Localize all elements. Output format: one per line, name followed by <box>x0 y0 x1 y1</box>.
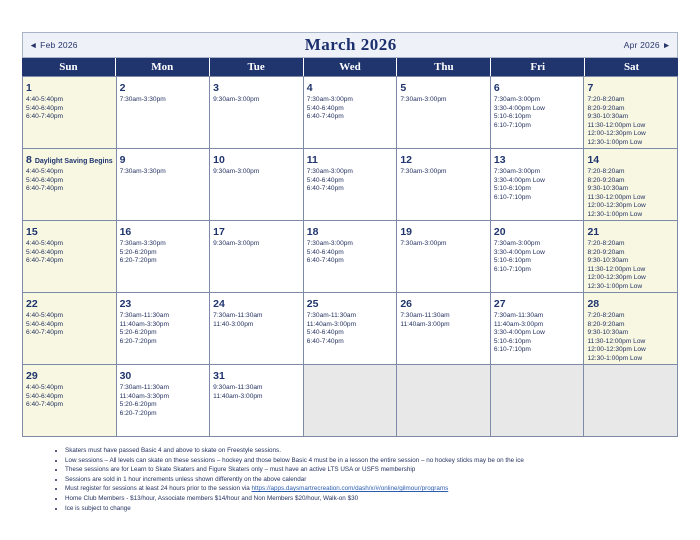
event-list <box>213 96 301 105</box>
day-cell[interactable] <box>584 77 678 149</box>
event-item[interactable]: 8:20-9:20am <box>587 248 625 256</box>
day-cell[interactable] <box>491 149 585 221</box>
event-item[interactable]: 9:30am-3:00pm <box>213 96 260 103</box>
event-item[interactable]: 6:40-7:40pm <box>306 257 344 265</box>
event-item[interactable]: 8:20-9:20am <box>587 104 625 112</box>
day-cell[interactable] <box>23 149 117 221</box>
event-list <box>120 384 208 418</box>
day-cell[interactable] <box>491 293 585 365</box>
day-cell[interactable] <box>23 77 117 149</box>
day-cell[interactable] <box>304 149 398 221</box>
day-number: 17 <box>213 226 225 238</box>
day-cell[interactable] <box>210 149 304 221</box>
event-item[interactable]: 7:30am-3:00pm <box>493 96 541 103</box>
day-cell[interactable] <box>304 77 398 149</box>
day-cell[interactable] <box>210 221 304 293</box>
day-number: 18 <box>306 226 319 238</box>
weekday-wed: Wed <box>304 58 398 76</box>
day-header <box>494 78 582 96</box>
event-item[interactable]: 12:30-1:00pm Low <box>587 210 643 218</box>
day-header <box>400 294 488 312</box>
event-item[interactable]: 7:30am-11:30am <box>493 312 544 319</box>
day-number: 21 <box>587 226 600 238</box>
day-header <box>587 150 675 168</box>
day-number: 8 <box>26 154 32 166</box>
note-item: • Home Club Members - $13/hour, Associate members $14/hour and Non Members $20/hour, Walk-on $30 <box>65 494 678 504</box>
event-item[interactable]: 4:40-5:40pm <box>26 384 64 391</box>
day-header <box>307 294 395 312</box>
day-header <box>120 222 208 240</box>
day-cell[interactable] <box>117 149 211 221</box>
event-item[interactable]: 7:20-8:20am <box>587 168 625 175</box>
event-item[interactable]: 7:30am-3:00pm <box>400 240 447 247</box>
day-cell[interactable] <box>397 293 491 365</box>
event-list <box>120 96 208 105</box>
next-month-button[interactable]: Apr 2026 ► <box>623 40 671 50</box>
event-item[interactable]: 9:30am-3:00pm <box>213 168 260 175</box>
event-item[interactable]: 4:40-5:40pm <box>26 96 64 103</box>
day-number: 26 <box>400 298 412 310</box>
day-cell[interactable] <box>117 293 211 365</box>
event-item[interactable]: 6:10-7:10pm <box>493 193 531 201</box>
day-number: 16 <box>119 226 132 238</box>
day-header <box>120 150 208 168</box>
event-item[interactable]: 7:30am-3:00pm <box>400 168 447 175</box>
note-item: • These sessions are for Learn to Skate Skaters and Figure Skaters only – must have an active LTS USA or USFS membership <box>65 465 678 475</box>
event-item[interactable]: 7:30am-3:00pm <box>306 168 353 175</box>
event-item[interactable]: 7:30am-3:30pm <box>119 96 166 103</box>
day-cell-empty <box>397 365 491 437</box>
event-list <box>587 312 675 364</box>
event-item[interactable]: 7:30am-11:30am <box>119 312 169 319</box>
event-item[interactable]: 11:30-12:00pm Low <box>587 121 646 129</box>
event-item[interactable]: 6:20-7:20pm <box>119 337 157 345</box>
day-cell[interactable] <box>210 293 304 365</box>
event-item[interactable]: 7:30am-3:00pm <box>493 168 541 175</box>
event-item[interactable]: 11:30-12:00pm Low <box>587 193 646 201</box>
day-header <box>213 294 301 312</box>
event-item[interactable]: 5:40-6:40pm <box>26 104 64 112</box>
event-item[interactable]: 5:40-6:40pm <box>306 329 344 337</box>
event-list <box>587 168 675 220</box>
event-list <box>120 312 208 346</box>
registration-link[interactable]: https://apps.daysmartrecreation.com/dash/x/#/online/gilmour/programs <box>251 485 449 493</box>
event-item[interactable]: 12:00-12:30pm Low <box>587 274 646 282</box>
day-header <box>26 366 114 384</box>
day-number: 30 <box>119 370 132 382</box>
day-header <box>307 222 395 240</box>
day-cell[interactable] <box>23 293 117 365</box>
day-header <box>494 222 582 240</box>
weekday-header-row <box>22 58 678 76</box>
day-header <box>494 150 582 168</box>
event-item[interactable]: 8:20-9:20am <box>587 176 625 184</box>
day-cell[interactable] <box>584 149 678 221</box>
event-item[interactable]: 5:40-6:40pm <box>26 248 64 256</box>
event-list <box>213 384 301 401</box>
event-list <box>494 96 582 130</box>
day-cell[interactable] <box>210 365 304 437</box>
event-item[interactable]: 7:30am-3:30pm <box>119 240 166 247</box>
event-list <box>400 312 488 329</box>
calendar-week-row <box>23 293 678 365</box>
notes-list <box>56 446 678 513</box>
event-item[interactable]: 6:40-7:40pm <box>306 185 344 193</box>
event-item[interactable]: 5:10-6:10pm <box>493 257 531 265</box>
event-item[interactable]: 12:30-1:00pm Low <box>587 354 643 362</box>
day-header <box>26 78 114 96</box>
day-number: 1 <box>26 82 32 94</box>
event-item[interactable]: 5:40-6:40pm <box>306 248 344 256</box>
note-item: • Must register for sessions at least 24 hours prior to the session via https://apps.daysmartrecreation.com/dash/x/#/online/gilmour/programs <box>65 484 678 494</box>
event-list <box>213 312 301 329</box>
event-item[interactable]: 6:40-7:40pm <box>26 257 64 265</box>
event-item[interactable]: 3:30-4:00pm Low <box>493 176 545 184</box>
event-list <box>587 240 675 292</box>
page-title: March 2026 <box>304 35 397 54</box>
event-item[interactable]: 11:40am-3:00pm <box>306 320 357 328</box>
event-list <box>400 240 488 249</box>
day-number: 19 <box>400 226 412 238</box>
note-item: • Skaters must have passed Basic 4 and above to skate on Freestyle sessions. <box>65 446 678 456</box>
event-item[interactable]: 3:30-4:00pm Low <box>493 104 545 112</box>
event-item[interactable]: 6:20-7:20pm <box>119 257 157 265</box>
day-number: 5 <box>400 82 407 94</box>
event-item[interactable]: 7:30am-11:30am <box>400 312 450 319</box>
day-number: 15 <box>26 226 38 238</box>
day-number: 9 <box>119 154 126 166</box>
day-number: 13 <box>493 154 506 166</box>
event-list <box>494 168 582 202</box>
day-header <box>587 222 675 240</box>
event-item[interactable]: 5:40-6:40pm <box>306 104 344 112</box>
event-item[interactable]: 6:40-7:40pm <box>26 401 64 409</box>
day-header <box>400 150 488 168</box>
event-list <box>400 96 488 105</box>
event-item[interactable]: 9:30-10:30am <box>587 185 629 193</box>
day-cell[interactable] <box>397 77 491 149</box>
event-list <box>307 312 395 346</box>
event-item[interactable]: 12:30-1:00pm Low <box>587 282 643 290</box>
event-item[interactable]: 3:30-4:00pm Low <box>493 329 545 337</box>
event-item[interactable]: 6:40-7:40pm <box>26 329 64 337</box>
day-number: 6 <box>493 82 500 94</box>
event-item[interactable]: 4:40-5:40pm <box>26 312 64 319</box>
day-number: 25 <box>306 298 319 310</box>
event-item[interactable]: 6:40-7:40pm <box>26 185 64 193</box>
event-item[interactable]: 5:10-6:10pm <box>493 337 531 345</box>
event-item[interactable]: 11:40-3:00pm <box>213 320 254 328</box>
event-item[interactable]: 7:20-8:20am <box>587 96 625 103</box>
day-header <box>213 78 301 96</box>
event-list <box>213 168 301 177</box>
event-list <box>307 168 395 194</box>
day-cell[interactable] <box>304 293 398 365</box>
day-number: 2 <box>119 82 126 94</box>
day-number: 14 <box>587 154 600 166</box>
weekday-tue: Tue <box>210 58 304 76</box>
day-number: 28 <box>587 298 600 310</box>
calendar-week-row <box>23 149 678 221</box>
event-item[interactable]: 7:30am-3:00pm <box>400 96 447 103</box>
event-item[interactable]: 9:30am-11:30am <box>213 384 263 391</box>
event-item[interactable]: 12:00-12:30pm Low <box>587 346 646 354</box>
event-item[interactable]: 9:30-10:30am <box>587 329 629 337</box>
day-number: 29 <box>26 370 38 382</box>
day-cell-empty <box>584 365 678 437</box>
event-list <box>587 96 675 148</box>
event-item[interactable]: 5:10-6:10pm <box>493 113 531 121</box>
event-item[interactable]: 12:30-1:00pm Low <box>587 138 643 146</box>
day-cell[interactable] <box>210 77 304 149</box>
event-item[interactable]: 5:40-6:40pm <box>26 392 64 400</box>
event-item[interactable]: 7:30am-3:00pm <box>306 240 353 247</box>
day-header <box>213 150 301 168</box>
event-item[interactable]: 6:40-7:40pm <box>306 113 344 121</box>
day-header <box>26 294 114 312</box>
event-item[interactable]: 5:40-6:40pm <box>26 320 64 328</box>
event-item[interactable]: 7:30am-3:00pm <box>306 96 353 103</box>
calendar-grid <box>22 76 678 437</box>
day-number: 31 <box>213 370 225 382</box>
day-header <box>400 222 488 240</box>
day-special-label: Daylight Saving Begins <box>34 158 113 165</box>
event-list <box>307 96 395 122</box>
event-item[interactable]: 7:20-8:20am <box>587 312 625 319</box>
event-item[interactable]: 5:20-6:20pm <box>119 401 157 409</box>
weekday-mon: Mon <box>116 58 210 76</box>
calendar-week-row <box>23 221 678 293</box>
event-list <box>400 168 488 177</box>
day-header <box>213 366 301 384</box>
event-item[interactable]: 5:40-6:40pm <box>306 176 344 184</box>
day-cell[interactable] <box>117 77 211 149</box>
event-item[interactable]: 5:20-6:20pm <box>119 329 157 337</box>
day-number: 24 <box>213 298 225 310</box>
calendar-week-row <box>23 77 678 149</box>
day-cell[interactable] <box>117 365 211 437</box>
event-item[interactable]: 5:10-6:10pm <box>493 185 531 193</box>
event-item[interactable]: 4:40-5:40pm <box>26 168 64 175</box>
event-item[interactable]: 9:30am-3:00pm <box>213 240 260 247</box>
day-number: 4 <box>306 82 313 94</box>
day-cell[interactable] <box>397 221 491 293</box>
day-cell[interactable] <box>491 77 585 149</box>
event-item[interactable]: 11:40am-3:30pm <box>119 320 169 328</box>
event-item[interactable]: 7:30am-11:30am <box>119 384 169 391</box>
day-header <box>120 366 208 384</box>
event-item[interactable]: 6:10-7:10pm <box>493 265 531 273</box>
event-list <box>213 240 301 249</box>
weekday-fri: Fri <box>491 58 585 76</box>
event-item[interactable]: 6:10-7:10pm <box>493 121 531 129</box>
event-item[interactable]: 3:30-4:00pm Low <box>493 248 545 256</box>
event-item[interactable]: 11:40am-3:00pm <box>400 320 450 328</box>
event-item[interactable]: 11:40am-3:30pm <box>119 392 169 400</box>
day-header <box>307 78 395 96</box>
event-list <box>26 384 114 410</box>
day-cell-empty <box>304 365 398 437</box>
event-item[interactable]: 12:00-12:30pm Low <box>587 130 646 138</box>
event-list <box>494 240 582 274</box>
weekday-sun: Sun <box>22 58 116 76</box>
notes-section <box>22 446 678 513</box>
event-item[interactable]: 7:30am-11:30am <box>306 312 357 319</box>
event-item[interactable]: 6:20-7:20pm <box>119 409 157 417</box>
event-item[interactable]: 11:30-12:00pm Low <box>587 265 646 273</box>
day-cell[interactable] <box>397 149 491 221</box>
day-header <box>120 294 208 312</box>
event-item[interactable]: 6:40-7:40pm <box>26 113 64 121</box>
event-list <box>494 312 582 355</box>
event-list <box>120 168 208 177</box>
day-header <box>26 222 114 240</box>
event-item[interactable]: 8:20-9:20am <box>587 320 625 328</box>
day-header <box>26 150 114 168</box>
event-item[interactable]: 9:30-10:30am <box>587 257 629 265</box>
event-item[interactable]: 7:20-8:20am <box>587 240 625 247</box>
event-item[interactable]: 12:00-12:30pm Low <box>587 202 646 210</box>
weekday-thu: Thu <box>397 58 491 76</box>
event-item[interactable]: 11:30-12:00pm Low <box>587 337 646 345</box>
event-item[interactable]: 4:40-5:40pm <box>26 240 64 247</box>
day-header <box>587 78 675 96</box>
day-cell[interactable] <box>304 221 398 293</box>
day-cell[interactable] <box>23 365 117 437</box>
event-item[interactable]: 11:40am-3:00pm <box>213 392 263 400</box>
note-item: • Sessions are sold in 1 hour increments unless shown differently on the above calendar <box>65 475 678 485</box>
day-header <box>120 78 208 96</box>
weekday-sat: Sat <box>585 58 678 76</box>
day-number: 11 <box>306 154 318 166</box>
event-list <box>307 240 395 266</box>
event-item[interactable]: 6:40-7:40pm <box>306 337 344 345</box>
day-header <box>307 150 395 168</box>
event-item[interactable]: 9:30-10:30am <box>587 113 629 121</box>
day-number: 10 <box>213 154 225 166</box>
day-number: 27 <box>493 298 506 310</box>
calendar-header <box>22 32 678 58</box>
event-item[interactable]: 7:30am-3:30pm <box>119 168 166 175</box>
day-number: 3 <box>213 82 219 94</box>
day-number: 22 <box>26 298 38 310</box>
day-cell[interactable] <box>23 221 117 293</box>
event-item[interactable]: 6:10-7:10pm <box>493 346 531 354</box>
day-number: 23 <box>119 298 132 310</box>
day-cell[interactable] <box>491 221 585 293</box>
event-list <box>26 240 114 266</box>
calendar-week-row <box>23 365 678 437</box>
event-item[interactable]: 7:30am-3:00pm <box>493 240 541 247</box>
day-cell[interactable] <box>584 221 678 293</box>
day-header <box>400 78 488 96</box>
prev-month-button[interactable]: ◄ Feb 2026 <box>29 40 78 50</box>
event-item[interactable]: 11:40am-3:00pm <box>493 320 544 328</box>
day-number: 20 <box>493 226 506 238</box>
note-item: • Low sessions – All levels can skate on these sessions – hockey and those below Basic 4 must be in a lesson the entire session – no hockey sticks may be on the ice <box>65 456 678 466</box>
day-header <box>213 222 301 240</box>
note-item: • Ice is subject to change <box>65 504 678 514</box>
event-item[interactable]: 7:30am-11:30am <box>213 312 263 319</box>
day-cell[interactable] <box>117 221 211 293</box>
day-cell-empty <box>491 365 585 437</box>
event-list <box>120 240 208 266</box>
day-cell[interactable] <box>584 293 678 365</box>
event-list <box>26 312 114 338</box>
event-item[interactable]: 5:40-6:40pm <box>26 176 64 184</box>
event-list <box>26 96 114 122</box>
day-header <box>587 294 675 312</box>
day-number: 7 <box>587 82 594 94</box>
event-item[interactable]: 5:20-6:20pm <box>119 248 157 256</box>
event-list <box>26 168 114 194</box>
day-header <box>494 294 582 312</box>
day-number: 12 <box>400 154 412 166</box>
